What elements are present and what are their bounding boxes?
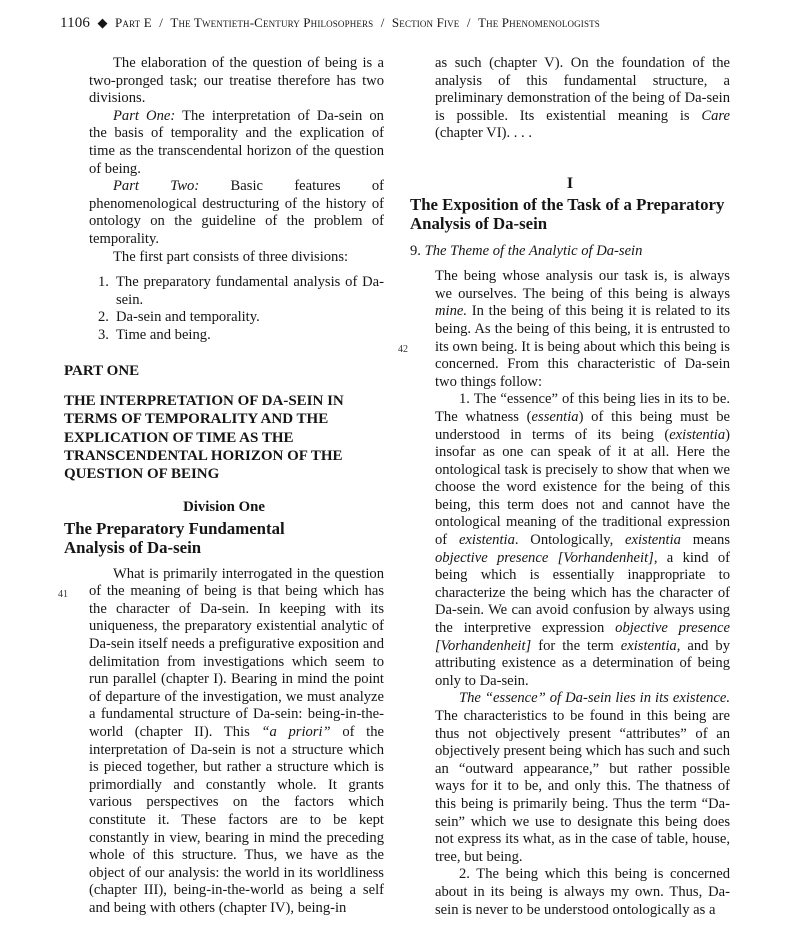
paragraph (435, 690, 730, 866)
italic-term: existentia (669, 426, 726, 443)
division-title: The Preparatory Fundamental Analysis of Da-sein (64, 518, 285, 557)
italic-term: objective presence [Vorhandenheit] (435, 620, 731, 654)
paragraph-text: . Ontologically, (514, 532, 626, 549)
paragraph: The first part consists of three divisions: (113, 248, 349, 265)
list-item (98, 327, 384, 345)
paragraph-text: The interpretation of Da-sein on the basis of temporality and the explication of time as the transcendental horizon of the question of being. (89, 107, 384, 177)
body-block (58, 565, 384, 918)
list-item (98, 309, 384, 327)
paragraph-text: , a kind of being which is essentially inappropriate to characterize the being which has the character of Da-sein. We can avoid confusion by always using the interpretive expression (435, 549, 730, 637)
paragraph: 2. The being which this being is concerned about in its being is always my own. Thus, Da-sein is never to be understood ontologically as a (435, 866, 730, 918)
paragraph (89, 566, 384, 918)
part-one-label: Part One: (113, 107, 176, 124)
separator: / (466, 15, 471, 30)
paragraph (435, 55, 730, 143)
paragraph-text: (chapter VI). . . . (435, 125, 532, 142)
chapter-numeral: I (566, 174, 574, 192)
italic-term: existentia, (620, 637, 681, 654)
chapter-label: The Phenomenologists (478, 15, 600, 30)
intro-block (64, 55, 384, 266)
list-text: Time and being. (116, 326, 211, 343)
list-text: Da-sein and temporality. (116, 309, 260, 326)
subsection-number: 9. (410, 242, 421, 259)
italic-term: mine. (435, 303, 468, 320)
part-heading: PART ONE (64, 362, 140, 379)
paragraph (435, 391, 730, 690)
separator: / (159, 15, 163, 30)
paragraph-text: of the interpretation of Da-sein is not a structure which is pieced together, but rather a structure which is primordially and constantly whole. It grants various perspectives on the factors which constitute it. These factors are to be kept constantly in view, bearing in mind the preceding whole of this structure. Thus, we have as the object of our analysis: the world in its worldliness (chapter III), being-in-the-world as being a self and being with others (chapter IV), being-in (89, 724, 384, 916)
list-number: 1. (98, 274, 109, 291)
division-heading: Division One (183, 499, 265, 516)
running-head (60, 13, 740, 33)
italic-term: objective presence [Vorhandenheit] (435, 549, 654, 566)
right-column (398, 55, 731, 919)
paragraph (435, 268, 730, 391)
paragraph-text: for the term (531, 637, 621, 654)
italic-term: Care (701, 107, 730, 124)
book-title: The Twentieth-Century Philosophers (170, 15, 374, 30)
paragraph (89, 178, 384, 248)
italic-term: existentia (458, 532, 515, 549)
part-label: Part E (115, 15, 152, 30)
italic-term: “a priori” (261, 724, 331, 741)
margin-page-number: 42 (398, 344, 408, 356)
subsection-heading (410, 243, 730, 261)
separator: / (380, 15, 385, 30)
paragraph-text: In the being of this being it is related to its being. As the being of this being, it is entrusted to its own being. It is being about which this being is concerned. From this characteristic of Da-sein two things follow: (435, 303, 730, 390)
italic-term: essentia (531, 408, 579, 425)
paragraph (89, 108, 384, 178)
paragraph-text: What is primarily interrogated in the question of the meaning of being is that being which has the character of Da-sein. In keeping with its uniqueness, the preparatory existential analytic of Da-sein itself needs a prefigurative exposition and delimitation from investigations which seem to run parallel (chapter I). Bearing in mind the point of departure of the investigation, we must analyze a fundamental structure of Da-sein: being-in-the-world (chapter II). This (89, 565, 384, 741)
body-block (398, 268, 731, 919)
paragraph-text: 1. The “essence” of this being lies in its to be. The whatness ( (435, 391, 730, 425)
paragraph-text: ) of this being must be understood in terms of its being ( (435, 408, 730, 443)
paragraph-text: Basic features of phenomenological destructuring of the history of ontology on the guideline of the problem of temporality. (89, 178, 384, 247)
page-number: 1106 (60, 15, 91, 31)
paragraph-text: and by attributing existence as a determination of being only to Da-sein. (435, 637, 731, 689)
paragraph-text: as such (chapter V). On the foundation of the analysis of this fundamental structure, a preliminary demonstration of the being of Da-sein is possible. Its existential meaning is (435, 55, 730, 124)
list-number: 2. (98, 309, 109, 326)
list-number: 3. (98, 326, 109, 343)
list-text: The preparatory fundamental analysis of Da-sein. (116, 274, 384, 308)
division-list (64, 274, 384, 344)
chapter-title: The Exposition of the Task of a Preparatory Analysis of Da-sein (410, 194, 725, 233)
italic-term: The “essence” of Da-sein lies in its existence. (459, 690, 730, 707)
section-label: Section Five (391, 15, 460, 30)
paragraph-text: ) insofar as one can speak of it at all. Here the ontological task is precisely to show that when we choose the word existence for the being of this being, this term does not and cannot have the ontological meaning of the traditional expression of (435, 426, 730, 549)
italic-term: existentia (625, 532, 681, 549)
part-two-label: Part Two: (113, 178, 200, 195)
left-column (58, 55, 384, 918)
paragraph: The elaboration of the question of being is a two-pronged task; our treatise therefore has two divisions. (89, 55, 384, 107)
paragraph-text: The being whose analysis our task is, is always we ourselves. The being of this being is always (435, 268, 730, 302)
continuation-block (410, 55, 730, 143)
paragraph-text: The characteristics to be found in this being are thus not objectively present “attributes” of an objectively present being which has such and such an “outward appearance,” but rather possible ways for it to be, and only this. The thatness of this being is primarily being. Thus the term “Da-sein” which we use to designate this being does not express its what, as in the case of table, house, tree, but being. (435, 708, 730, 865)
margin-page-number: 41 (58, 588, 68, 600)
part-title: THE INTERPRETATION OF DA-SEIN IN TERMS OF TEMPORALITY AND THE EXPLICATION OF TIME AS THE TRANSCENDENTAL HORIZON OF THE QUESTION OF BEING (64, 393, 344, 482)
paragraph-text: means (680, 532, 731, 549)
subsection-title: The Theme of the Analytic of Da-sein (424, 242, 643, 259)
list-item (98, 274, 384, 309)
ornament-icon: ◆ (97, 15, 108, 30)
